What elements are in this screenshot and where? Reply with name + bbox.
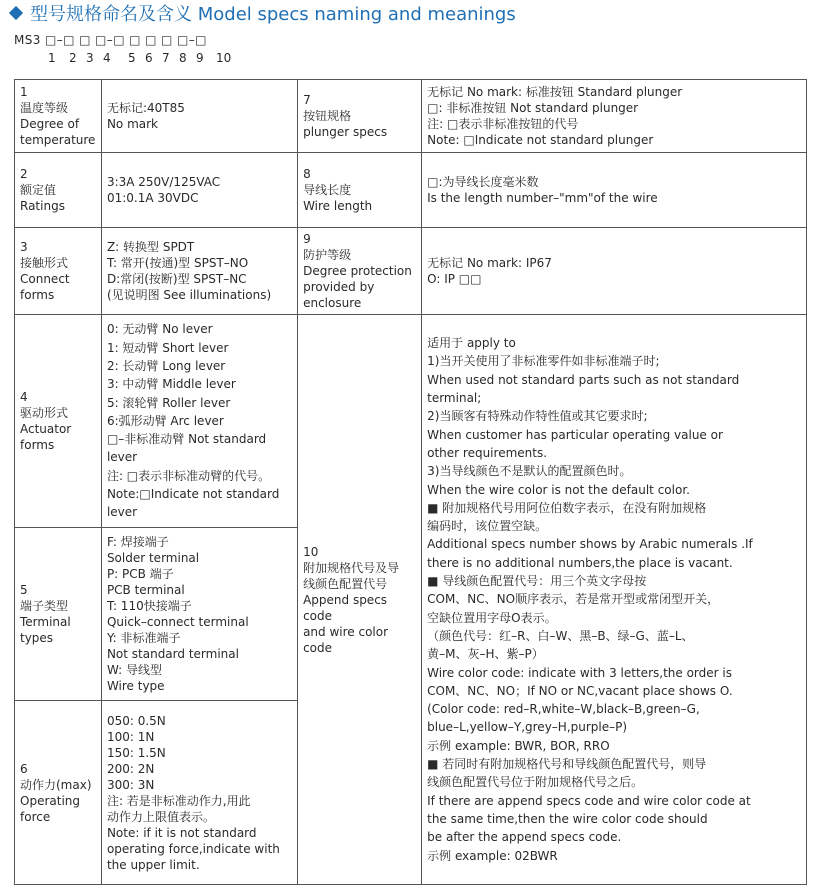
spec-value: □:为导线长度毫米数 Is the length number–"mm"of the wire xyxy=(422,153,807,228)
spec-label: 2 额定值 Ratings xyxy=(15,153,102,228)
spec-label: 8 导线长度 Wire length xyxy=(298,153,422,228)
spec-label: 7 按钮规格 plunger specs xyxy=(298,80,422,153)
spec-label: 4 驱动形式 Actuator forms xyxy=(15,315,102,528)
section-title xyxy=(8,1,516,25)
position-number: 5 xyxy=(128,51,136,65)
spec-label: 1 温度等级 Degree of temperature xyxy=(15,80,102,153)
spec-label: 5 端子类型 Terminal types xyxy=(15,528,102,701)
table-row xyxy=(15,228,807,315)
position-number: 6 xyxy=(145,51,153,65)
title-text: 型号规格命名及含义 Model specs naming and meanings xyxy=(30,4,516,25)
table-row xyxy=(15,315,807,528)
spec-label: 6 动作力(max) Operating force xyxy=(15,701,102,885)
position-number: 3 xyxy=(86,51,94,65)
spec-value: 适用于 apply to 1)当开关使用了非标准零件如非标准端子时; When used not standard parts such as not standard terminal; 2)当顾客有特殊动作特性值或其它要求时; When customer has particular operating value or other requirements. 3)当导线颜色不是默认的配置颜色时。 When the wire color is not the default color. ■ 附加规格代号用阿位伯数字表示，在没有附加规格 编码时，该位置空缺。 Additional specs number shows by Arabic numerals .If there is no additional numbers,the place is vacant. ■ 导线颜色配置代号：用三个英文字母按 COM、NC、NO顺序表示，若是常开型或常闭型开关， 空缺位置用字母O表示。 （颜色代号：红–R、白–W、黑–B、绿–G、蓝–L、 黄–M、灰–H、紫–P） Wire color code: indicate with 3 letters,the order is COM、NC、NO；If NO or NC,vacant place shows O. (Color code: red–R,white–W,black–B,green–G, blue–L,yellow–Y,grey–H,purple–P) 示例 example: BWR, BOR, RRO ■ 若同时有附加规格代号和导线颜色配置代号，则导 线颜色配置代号位于附加规格代号之后。 If there are append specs code and wire color code at the same time,then the wire color code should be after the append specs code. 示例 example: 02BWR xyxy=(422,315,807,885)
spec-value: 3:3A 250V/125VAC 01:0.1A 30VDC xyxy=(101,153,297,228)
spec-value: 无标记:40T85 No mark xyxy=(101,80,297,153)
position-number: 2 xyxy=(69,51,77,65)
position-number: 9 xyxy=(196,51,204,65)
position-number: 7 xyxy=(162,51,170,65)
spec-value: Z: 转换型 SPDT T: 常开(按通)型 SPST–NO D:常闭(按断)型 SPST–NC (见说明图 See illuminations) xyxy=(101,228,297,315)
position-number: 10 xyxy=(216,51,232,65)
spec-value: 无标记 No mark: IP67 O: IP □□ xyxy=(422,228,807,315)
specs-table xyxy=(14,79,807,885)
spec-value: 0: 无动臂 No lever 1: 短动臂 Short lever 2: 长动臂 Long lever 3: 中动臂 Middle lever 5: 滚轮臂 Roller lever 6:弧形动臂 Arc lever □–非标准动臂 Not standard lever 注: □表示非标准动臂的代号。 Note:□Indicate not standard lever xyxy=(101,315,297,528)
spec-value: F: 焊接端子 Solder terminal P: PCB 端子 PCB terminal T: 110快接端子 Quick–connect terminal Y: 非标准端子 Not standard terminal W: 导线型 Wire type xyxy=(101,528,297,701)
position-number: 1 xyxy=(48,51,56,65)
diamond-bullet-icon xyxy=(9,6,23,20)
table-row xyxy=(15,80,807,153)
table-row xyxy=(15,153,807,228)
position-number: 8 xyxy=(179,51,187,65)
model-code-pattern: MS3 □–□ □ □–□ □ □ □ □–□ xyxy=(14,33,207,47)
position-number: 4 xyxy=(103,51,111,65)
spec-value: 无标记 No mark: 标准按钮 Standard plunger □: 非标准按钮 Not standard plunger 注: □表示非标准按钮的代号 Note: □Indicate not standard plunger xyxy=(422,80,807,153)
spec-label: 9 防护等级 Degree protection provided by enclosure xyxy=(298,228,422,315)
spec-label: 3 接触形式 Connect forms xyxy=(15,228,102,315)
spec-label: 10 附加规格代号及导 线颜色配置代号 Append specs code and wire color code xyxy=(298,315,422,885)
spec-value: 050: 0.5N 100: 1N 150: 1.5N 200: 2N 300: 3N 注: 若是非标准动作力,用此 动作力上限值表示。 Note: if it is not standard operating force,indicate with the upper limit. xyxy=(101,701,297,885)
